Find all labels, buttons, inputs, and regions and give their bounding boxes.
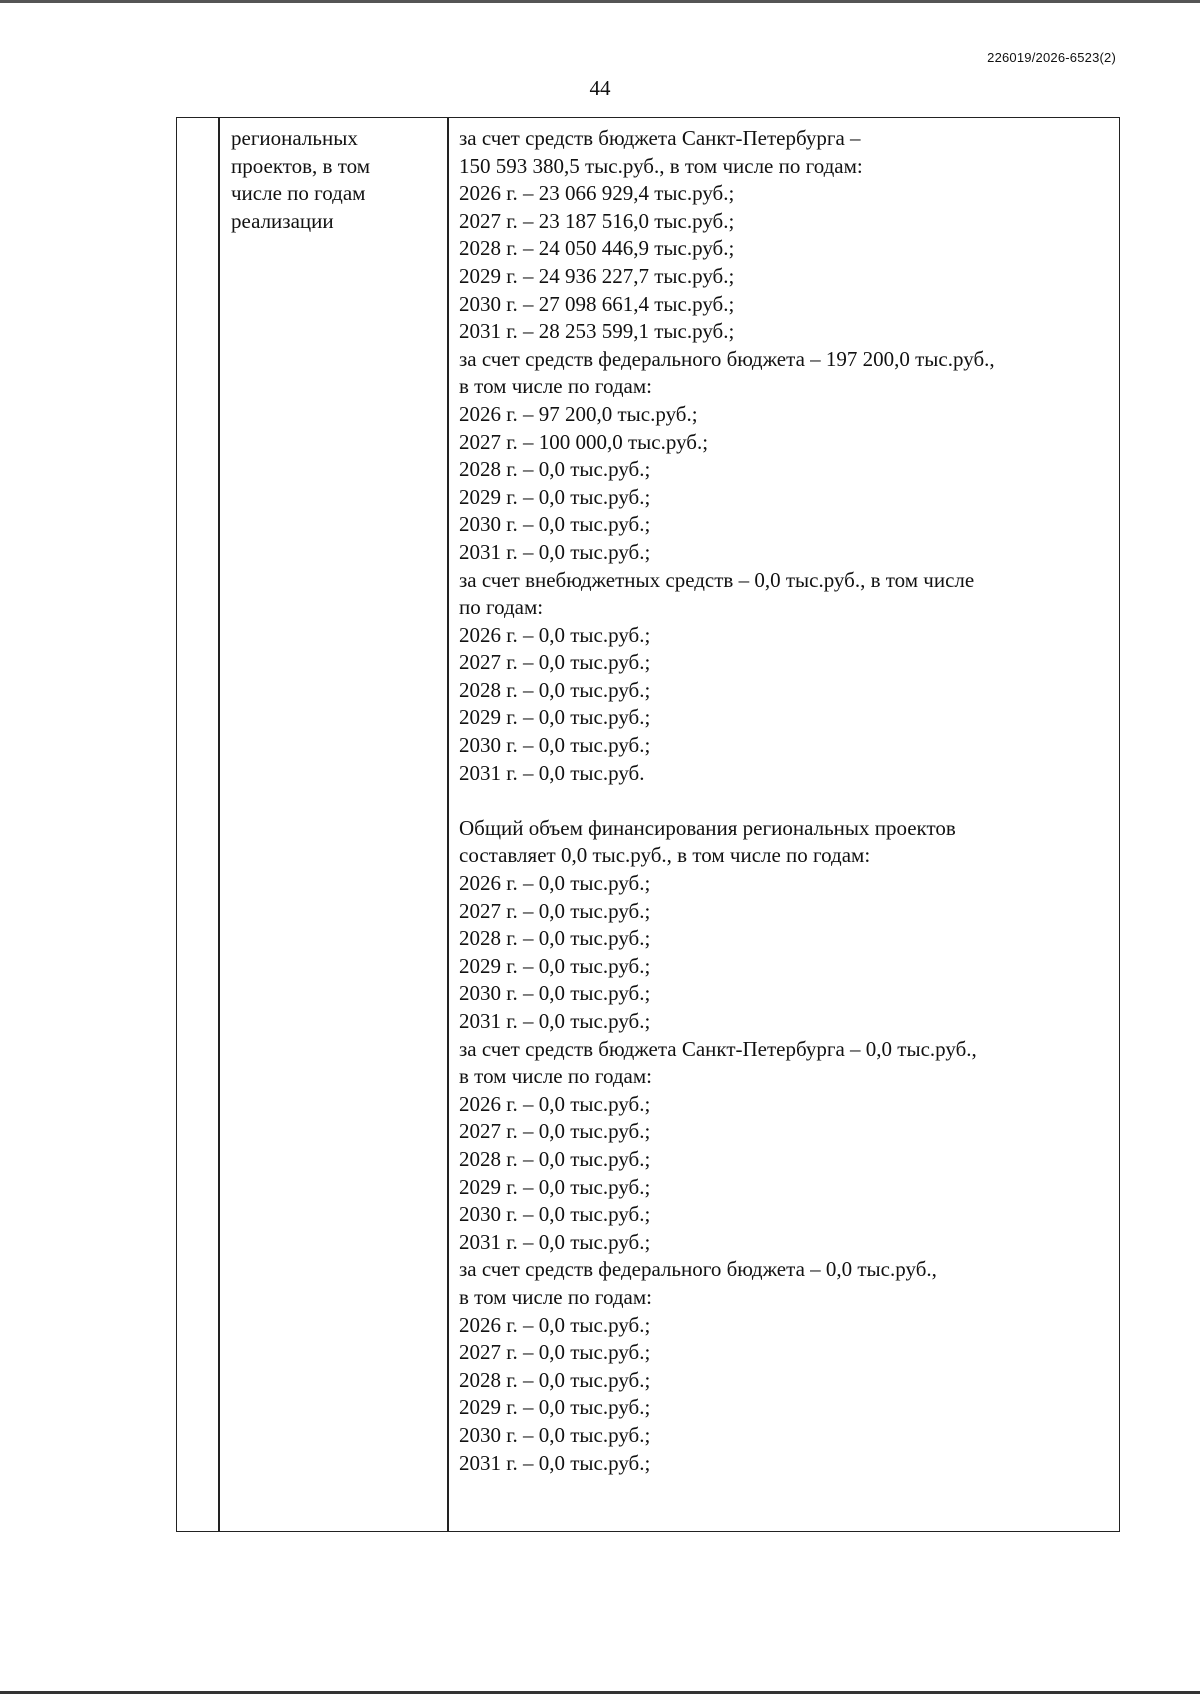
text-line: по годам: [459,595,544,620]
text-line: 2030 г. – 0,0 тыс.руб.; [459,733,651,758]
paragraph-spacer [459,787,1109,815]
text-line: в том числе по годам: [459,1064,652,1089]
text-line: 2026 г. – 0,0 тыс.руб.; [459,1091,651,1116]
text-line: 2029 г. – 0,0 тыс.руб.; [459,705,651,730]
table-column-divider [218,118,220,1531]
text-line: за счет средств бюджета Санкт-Петербурга – 0,0 тыс.руб., [459,1036,977,1061]
text-line: 2029 г. – 0,0 тыс.руб.; [459,1174,651,1199]
text-line: 2027 г. – 100 000,0 тыс.руб.; [459,429,709,454]
budget-funding-block [459,125,1109,787]
text-line: за счет средств федерального бюджета – 197 200,0 тыс.руб., [459,346,995,371]
text-line: 2028 г. – 0,0 тыс.руб.; [459,926,651,951]
text-line: 2030 г. – 27 098 661,4 тыс.руб.; [459,291,735,316]
text-line: 2026 г. – 0,0 тыс.руб.; [459,622,651,647]
bottom-border-rule [0,1691,1200,1694]
label-line: реализации [231,208,334,233]
text-line: 2026 г. – 0,0 тыс.руб.; [459,1312,651,1337]
text-line: в том числе по годам: [459,1284,652,1309]
text-line: 2031 г. – 0,0 тыс.руб.; [459,1009,651,1033]
text-line: 2028 г. – 0,0 тыс.руб.; [459,457,651,482]
text-line: 2027 г. – 0,0 тыс.руб.; [459,1119,651,1144]
text-line: 2029 г. – 24 936 227,7 тыс.руб.; [459,263,735,288]
text-line: 2026 г. – 0,0 тыс.руб.; [459,871,651,896]
text-line: 2027 г. – 0,0 тыс.руб.; [459,650,651,675]
text-line: в том числе по годам: [459,374,652,399]
text-line: составляет 0,0 тыс.руб., в том числе по годам: [459,843,871,868]
text-line: 2028 г. – 24 050 446,9 тыс.руб.; [459,236,735,261]
label-line: проектов, в том [231,153,371,178]
text-line: 2027 г. – 23 187 516,0 тыс.руб.; [459,208,735,233]
text-line: за счет внебюджетных средств – 0,0 тыс.руб., в том числе [459,567,975,592]
text-line: за счет средств бюджета Санкт-Петербурга – [459,126,861,150]
regional-projects-funding-block [459,815,1109,1477]
funding-details-cell [459,125,1109,1477]
text-line: 2027 г. – 0,0 тыс.руб.; [459,898,651,923]
text-line: 150 593 380,5 тыс.руб., в том числе по годам: [459,153,863,178]
text-line: 2027 г. – 0,0 тыс.руб.; [459,1340,651,1365]
text-line: 2028 г. – 0,0 тыс.руб.; [459,1367,651,1392]
text-line: 2030 г. – 0,0 тыс.руб.; [459,1422,651,1447]
text-line: Общий объем финансирования региональных проектов [459,815,956,840]
text-line: за счет средств федерального бюджета – 0,0 тыс.руб., [459,1257,937,1282]
text-line: 2029 г. – 0,0 тыс.руб.; [459,953,651,978]
text-line: 2031 г. – 0,0 тыс.руб.; [459,539,651,564]
text-line: 2031 г. – 0,0 тыс.руб. [459,760,645,785]
page-number: 44 [589,76,611,100]
text-line: 2030 г. – 0,0 тыс.руб.; [459,1202,651,1227]
text-line: 2031 г. – 0,0 тыс.руб.; [459,1229,651,1254]
text-line: 2028 г. – 0,0 тыс.руб.; [459,677,651,702]
text-line: 2030 г. – 0,0 тыс.руб.; [459,512,651,537]
label-line: числе по годам [231,181,366,206]
text-line: 2031 г. – 0,0 тыс.руб.; [459,1450,651,1475]
label-line: региональных [231,126,358,150]
top-border-rule [0,0,1200,3]
text-line: 2030 г. – 0,0 тыс.руб.; [459,981,651,1006]
text-line: 2029 г. – 0,0 тыс.руб.; [459,1395,651,1420]
text-line: 2026 г. – 97 200,0 тыс.руб.; [459,401,698,426]
text-line: 2029 г. – 0,0 тыс.руб.; [459,484,651,509]
label-cell [231,125,441,235]
table-column-divider [447,118,449,1531]
text-line: 2028 г. – 0,0 тыс.руб.; [459,1146,651,1171]
text-line: 2026 г. – 23 066 929,4 тыс.руб.; [459,181,735,206]
funding-table [176,117,1120,1532]
text-line: 2031 г. – 28 253 599,1 тыс.руб.; [459,319,735,344]
document-id: 226019/2026-6523(2) [987,50,1116,65]
